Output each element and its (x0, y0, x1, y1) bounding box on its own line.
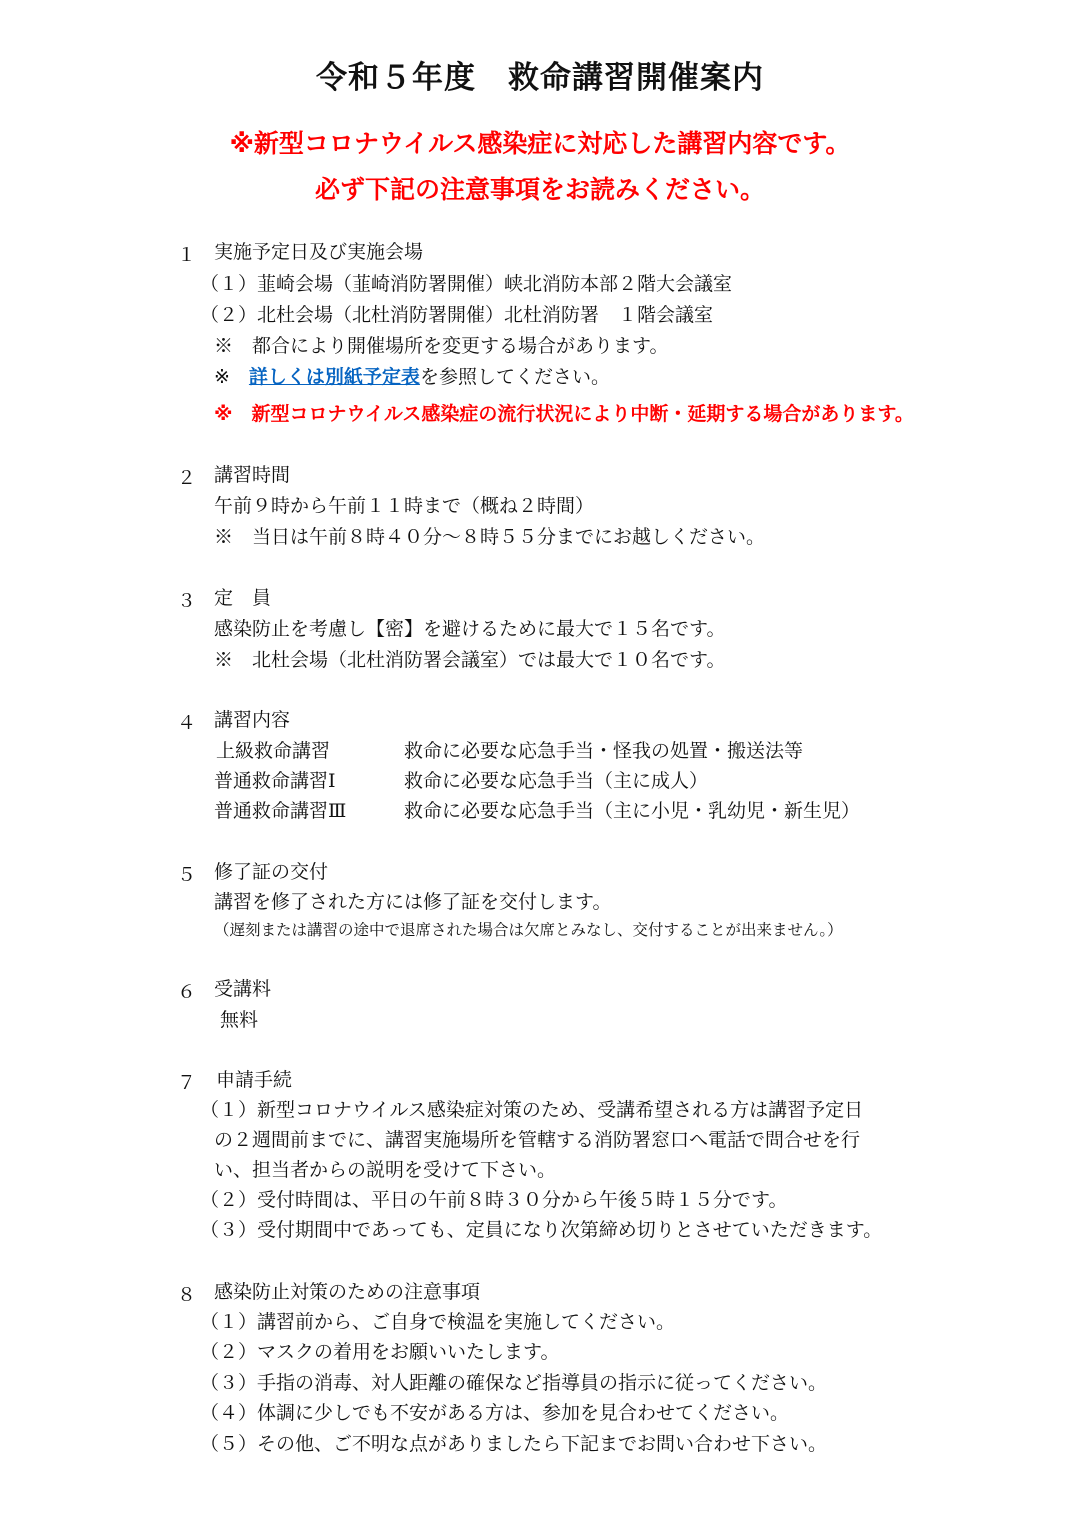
section-2-line-1: 午前９時から午前１１時まで（概ね２時間） (214, 495, 595, 517)
section-3-heading: 定 員 (214, 587, 272, 609)
course-name: 普通救命講習Ⅰ (214, 770, 336, 792)
section-2-heading: 講習時間 (214, 464, 291, 486)
section-7-item-1c: い、担当者からの説明を受けて下さい。 (214, 1159, 557, 1181)
section-3-note: ※ 北杜会場（北杜消防署会議室）では最大で１０名です。 (214, 649, 726, 671)
section-5-line-1: 講習を修了された方には修了証を交付します。 (214, 891, 612, 913)
section-2-note: ※ 当日は午前８時４０分～８時５５分までにお越しください。 (214, 526, 766, 548)
note-mark: ※ (214, 366, 249, 388)
section-8-item: （３）手指の消毒、対人距離の確保など指導員の指示に従ってください。 (200, 1372, 828, 1394)
section-1-item-2: （２）北杜会場（北杜消防署開催）北杜消防署 １階会議室 (200, 304, 714, 326)
section-7-item-1b: の２週間前までに、講習実施場所を管轄する消防署窓口へ電話で問合せを行 (214, 1129, 861, 1151)
section-8-item: （１）講習前から、ご自身で検温を実施してください。 (200, 1311, 676, 1333)
section-3-number: ３ (177, 590, 197, 612)
section-7-number: ７ (177, 1072, 197, 1094)
section-8-heading: 感染防止対策のための注意事項 (214, 1281, 481, 1303)
section-8-item: （２）マスクの着用をお願いいたします。 (200, 1341, 560, 1363)
section-5-number: ５ (177, 864, 197, 886)
section-1-note-1: ※ 都合により開催場所を変更する場合があります。 (214, 335, 669, 357)
section-1-item-1: （１）韮崎会場（韮崎消防署開催）峡北消防本部２階大会議室 (200, 273, 733, 295)
note-2-rest: を参照してください。 (419, 366, 610, 388)
section-7-item-2: （２）受付時間は、平日の午前８時３０分から午後５時１５分です。 (200, 1189, 788, 1211)
section-1-note-2 (214, 365, 610, 390)
section-7-heading: 申請手続 (216, 1069, 293, 1091)
section-8-item: （５）その他、ご不明な点がありましたら下記までお問い合わせ下さい。 (200, 1433, 828, 1455)
section-3-line-1: 感染防止を考慮し【密】を避けるために最大で１５名です。 (214, 618, 726, 640)
schedule-link[interactable]: 詳しくは別紙予定表 (248, 366, 420, 388)
section-4-heading: 講習内容 (214, 709, 291, 731)
covid-warning-line-2: 必ず下記の注意事項をお読みください。 (314, 175, 765, 204)
section-8-item: （４）体調に少しでも不安がある方は、参加を見合わせてください。 (200, 1402, 790, 1424)
section-1-covid-note: ※ 新型コロナウイルス感染症の流行状況により中断・延期する場合があります。 (214, 403, 914, 425)
section-6-line-1: 無料 (220, 1009, 259, 1031)
section-2-number: ２ (177, 467, 197, 489)
page-title: 令和５年度 救命講習開催案内 (316, 60, 764, 96)
covid-warning-line-1: ※新型コロナウイルス感染症に対応した講習内容です。 (229, 129, 851, 158)
course-desc: 救命に必要な応急手当（主に小児・乳幼児・新生児） (404, 800, 861, 822)
section-7-item-1a: （１）新型コロナウイルス感染症対策のため、受講希望される方は講習予定日 (200, 1099, 864, 1121)
section-1-heading: 実施予定日及び実施会場 (214, 241, 424, 263)
course-desc: 救命に必要な応急手当（主に成人） (404, 770, 709, 792)
section-7-item-3: （３）受付期間中であっても、定員になり次第締め切りとさせていただきます。 (200, 1219, 883, 1241)
section-1-number: １ (177, 244, 197, 266)
section-6-number: ６ (177, 981, 197, 1003)
course-name: 普通救命講習Ⅲ (214, 800, 347, 822)
section-5-note: （遅刻または講習の途中で退席された場合は欠席とみなし、交付することが出来ません。） (214, 921, 843, 939)
course-desc: 救命に必要な応急手当・怪我の処置・搬送法等 (404, 740, 804, 762)
section-4-number: ４ (177, 712, 197, 734)
course-name: 上級救命講習 (216, 740, 331, 762)
section-6-heading: 受講料 (214, 978, 272, 1000)
section-8-number: ８ (177, 1284, 197, 1306)
section-5-heading: 修了証の交付 (214, 861, 329, 883)
